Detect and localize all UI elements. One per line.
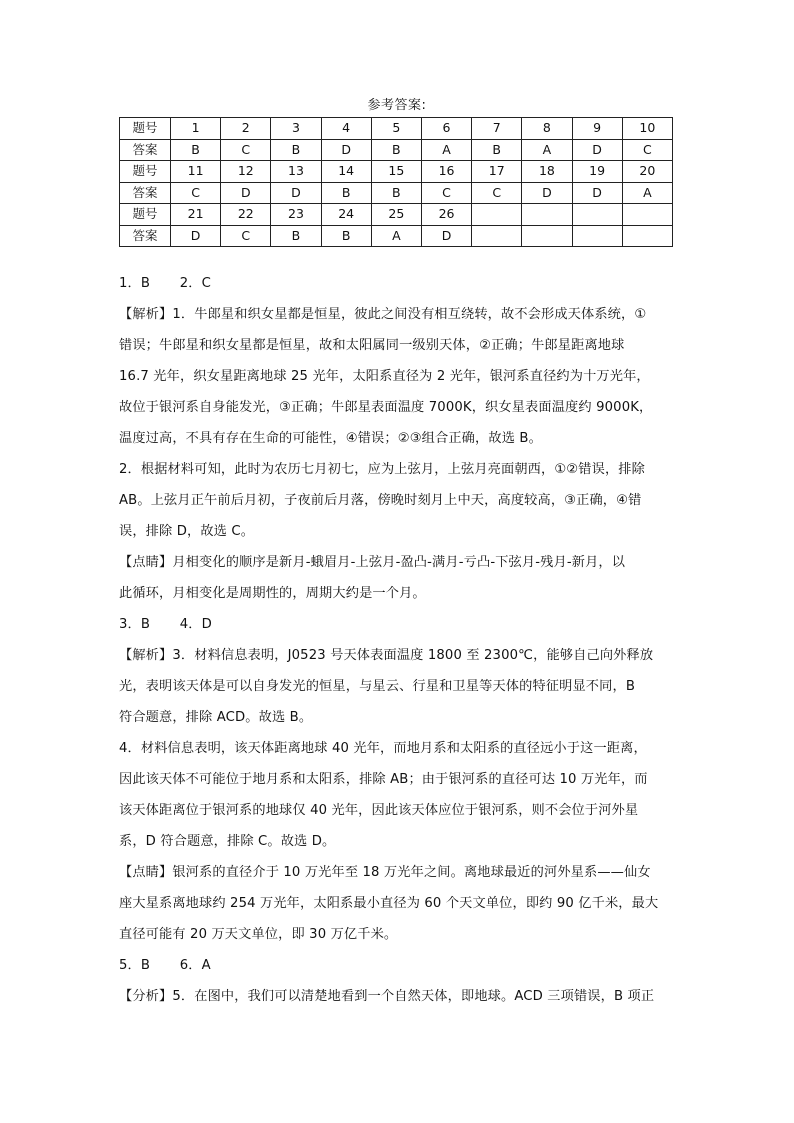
- text-line: 2．根据材料可知，此时为农历七月初七，应为上弦月，上弦月亮面朝西，①②错误，排除: [119, 462, 645, 477]
- text-line: 系，D 符合题意，排除 C。故选 D。: [119, 834, 336, 849]
- table-cell: [472, 225, 522, 247]
- table-cell: 1: [171, 118, 221, 140]
- table-cell: 2: [221, 118, 271, 140]
- table-cell: [522, 225, 572, 247]
- explanation-text: [119, 268, 679, 1012]
- text-line: 座大星系离地球约 254 万光年，太阳系最小直径为 60 个天文单位，即约 90 亿千米，最大: [119, 896, 659, 911]
- table-cell: A: [421, 139, 471, 161]
- table-cell: 6: [421, 118, 471, 140]
- table-cell: C: [472, 182, 522, 204]
- text-line: 因此该天体不可能位于地月系和太阳系，排除 AB；由于银河系的直径可达 10 万光年，而: [119, 772, 648, 787]
- table-cell: 4: [321, 118, 371, 140]
- table-cell: 14: [321, 161, 371, 183]
- table-cell: C: [221, 139, 271, 161]
- text-line: 符合题意，排除 ACD。故选 B。: [119, 710, 313, 725]
- table-cell: 25: [371, 204, 421, 226]
- table-row: [120, 139, 673, 161]
- table-cell: 7: [472, 118, 522, 140]
- table-cell: 9: [572, 118, 622, 140]
- table-cell: 3: [271, 118, 321, 140]
- row-header-cell: 答案: [120, 182, 171, 204]
- table-cell: B: [271, 225, 321, 247]
- table-cell: D: [271, 182, 321, 204]
- table-cell: [522, 204, 572, 226]
- table-cell: 23: [271, 204, 321, 226]
- text-line: 错误；牛郎星和织女星都是恒星，故和太阳属同一级别天体，②正确；牛郎星距离地球: [119, 338, 625, 353]
- table-cell: B: [371, 139, 421, 161]
- table-cell: [572, 204, 622, 226]
- table-cell: C: [421, 182, 471, 204]
- table-cell: B: [271, 139, 321, 161]
- text-line: 该天体距离位于银河系的地球仅 40 光年，因此该天体应位于银河系，则不会位于河外星: [119, 803, 639, 818]
- table-cell: 24: [321, 204, 371, 226]
- text-line: 1．B 2．C: [119, 276, 211, 291]
- table-cell: 11: [171, 161, 221, 183]
- text-line: 16.7 光年，织女星距离地球 25 光年，太阳系直径为 2 光年，银河系直径约为十万光年，: [119, 369, 650, 384]
- table-cell: [572, 225, 622, 247]
- table-row: [120, 182, 673, 204]
- table-cell: 8: [522, 118, 572, 140]
- text-line: 5．B 6．A: [119, 958, 211, 973]
- table-cell: B: [321, 225, 371, 247]
- table-cell: 19: [572, 161, 622, 183]
- text-line: 误，排除 D，故选 C。: [119, 524, 255, 539]
- table-cell: [472, 204, 522, 226]
- table-cell: B: [171, 139, 221, 161]
- table-cell: C: [171, 182, 221, 204]
- table-cell: 10: [622, 118, 672, 140]
- table-cell: 22: [221, 204, 271, 226]
- text-line: 直径可能有 20 万天文单位，即 30 万亿千米。: [119, 927, 398, 942]
- text-line: 【点睛】银河系的直径介于 10 万光年至 18 万光年之间。离地球最近的河外星系——仙女: [119, 865, 651, 880]
- table-cell: D: [421, 225, 471, 247]
- text-line: 光，表明该天体是可以自身发光的恒星，与星云、行星和卫星等天体的特征明显不同，B: [119, 679, 636, 694]
- table-cell: 21: [171, 204, 221, 226]
- text-line: 3．B 4．D: [119, 617, 212, 632]
- table-cell: 26: [421, 204, 471, 226]
- row-header-cell: 题号: [120, 204, 171, 226]
- table-cell: 18: [522, 161, 572, 183]
- table-cell: 20: [622, 161, 672, 183]
- table-cell: C: [622, 139, 672, 161]
- page-title: 参考答案:: [367, 98, 427, 113]
- table-cell: D: [171, 225, 221, 247]
- table-cell: A: [371, 225, 421, 247]
- text-line: AB。上弦月正午前后月初，子夜前后月落，傍晚时刻月上中天，高度较高，③正确，④错: [119, 493, 642, 508]
- table-row: [120, 118, 673, 140]
- table-cell: D: [572, 139, 622, 161]
- table-cell: 5: [371, 118, 421, 140]
- text-line: 【分析】5．在图中，我们可以清楚地看到一个自然天体，即地球。ACD 三项错误，B 项正: [119, 989, 655, 1004]
- table-cell: [622, 204, 672, 226]
- answer-table: [119, 117, 673, 247]
- row-header-cell: 答案: [120, 225, 171, 247]
- table-cell: D: [572, 182, 622, 204]
- row-header-cell: 题号: [120, 161, 171, 183]
- row-header-cell: 题号: [120, 118, 171, 140]
- table-cell: D: [522, 182, 572, 204]
- text-line: 4．材料信息表明，该天体距离地球 40 光年，而地月系和太阳系的直径远小于这一距离，: [119, 741, 647, 756]
- table-cell: D: [221, 182, 271, 204]
- text-line: 【点睛】月相变化的顺序是新月-蛾眉月-上弦月-盈凸-满月-亏凸-下弦月-残月-新月，以: [119, 555, 626, 570]
- table-cell: 16: [421, 161, 471, 183]
- table-cell: C: [221, 225, 271, 247]
- table-cell: D: [321, 139, 371, 161]
- table-cell: B: [371, 182, 421, 204]
- table-cell: 12: [221, 161, 271, 183]
- table-cell: 15: [371, 161, 421, 183]
- text-line: 【解析】1．牛郎星和织女星都是恒星，彼此之间没有相互绕转，故不会形成天体系统，①: [119, 307, 647, 322]
- text-line: 温度过高，不具有存在生命的可能性，④错误；②③组合正确，故选 B。: [119, 431, 542, 446]
- table-row: [120, 204, 673, 226]
- table-cell: A: [622, 182, 672, 204]
- text-line: 【解析】3．材料信息表明，J0523 号天体表面温度 1800 至 2300℃，能够自己向外释放: [119, 648, 654, 663]
- row-header-cell: 答案: [120, 139, 171, 161]
- table-row: [120, 161, 673, 183]
- table-cell: [622, 225, 672, 247]
- table-cell: 13: [271, 161, 321, 183]
- table-cell: B: [472, 139, 522, 161]
- text-line: 故位于银河系自身能发光，③正确；牛郎星表面温度 7000K，织女星表面温度约 9000K，: [119, 400, 653, 415]
- table-row: [120, 225, 673, 247]
- table-cell: 17: [472, 161, 522, 183]
- table-cell: A: [522, 139, 572, 161]
- text-line: 此循环，月相变化是周期性的，周期大约是一个月。: [119, 586, 426, 601]
- table-cell: B: [321, 182, 371, 204]
